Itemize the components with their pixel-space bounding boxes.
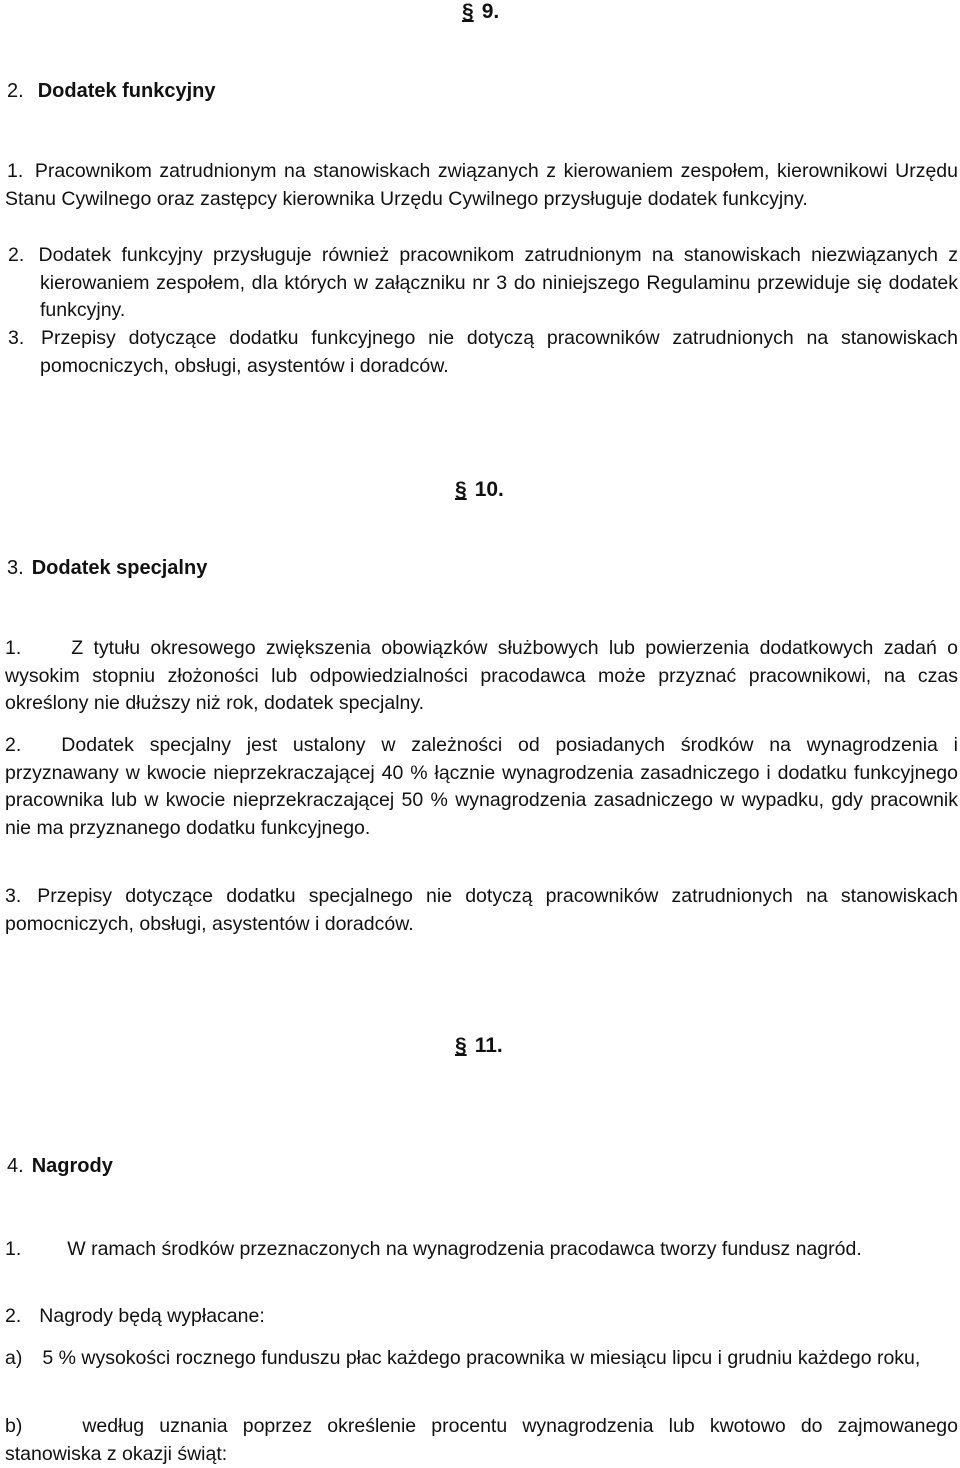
- section-symbol: §: [462, 0, 474, 23]
- paragraph-11-2: [5, 1303, 958, 1331]
- chapter-number: 4.: [7, 1155, 24, 1177]
- paragraph-text: Dodatek funkcyjny przysługuje również pracownikom zatrudnionym na stanowiskach niezwiązanych z kierowaniem zespołem, dla których w załączniku nr 3 do niniejszego Regulaminu przewiduje się dodatek funkcyjny.: [38, 244, 959, 321]
- paragraph-9-1: [5, 158, 958, 213]
- paragraph-number: 1.: [5, 1238, 22, 1260]
- paragraph-number: 3.: [5, 885, 22, 907]
- list-item-marker: b): [5, 1415, 23, 1437]
- paragraph-number: 2.: [5, 734, 22, 756]
- chapter-title: Nagrody: [31, 1155, 113, 1177]
- paragraph-text: Nagrody będą wypłacane:: [39, 1305, 265, 1327]
- list-item-text: 5 % wysokości rocznego funduszu płac każdego pracownika w miesiącu lipcu i grudniu każdego roku,: [42, 1347, 921, 1369]
- chapter-heading-2: [7, 80, 216, 103]
- paragraph-text: W ramach środków przeznaczonych na wynagrodzenia pracodawca tworzy fundusz nagród.: [67, 1238, 862, 1260]
- paragraph-text: Przepisy dotyczące dodatku funkcyjnego nie dotyczą pracowników zatrudnionych na stanowiskach pomocniczych, obsługi, asystentów i doradców.: [40, 327, 958, 377]
- section-heading-11: [455, 1034, 503, 1058]
- paragraph-number: 2.: [5, 1305, 22, 1327]
- list-item-text: według uznania poprzez określenie procentu wynagrodzenia lub kwotowo do zajmowanego stanowiska z okazji świąt:: [5, 1415, 958, 1465]
- paragraph-9-2: [8, 242, 959, 325]
- section-symbol: §: [455, 478, 467, 501]
- chapter-heading-3: [7, 557, 207, 580]
- section-number: 11.: [474, 1034, 503, 1057]
- paragraph-text: Dodatek specjalny jest ustalony w zależności od posiadanych środków na wynagrodzenia i przyznawany w kwocie nieprzekraczającej 40 % łącznie wynagrodzenia zasadniczego i dodatku funkcyjnego pracownika lub w kwocie nieprzekraczającej 50 % wynagrodzenia zasadniczego w wypadku, gdy pracownik nie ma przyznanego dodatku funkcyjnego.: [5, 734, 958, 839]
- chapter-number: 2.: [7, 80, 24, 102]
- chapter-title: Dodatek funkcyjny: [37, 80, 216, 102]
- section-number: 9.: [481, 0, 500, 23]
- paragraph-text: Z tytułu okresowego zwiększenia obowiązków służbowych lub powierzenia dodatkowych zadań o wysokim stopniu złożoności lub odpowiedzialności pracodawca może przyznać pracownikowi, na czas określony nie dłuższy niż rok, dodatek specjalny.: [5, 637, 958, 714]
- paragraph-10-3: [5, 883, 958, 938]
- paragraph-number: 1.: [7, 160, 24, 182]
- paragraph-number: 1.: [5, 637, 22, 659]
- chapter-title: Dodatek specjalny: [31, 557, 208, 579]
- section-symbol: §: [455, 1034, 467, 1057]
- paragraph-number: 3.: [8, 327, 25, 349]
- list-item-b: [5, 1413, 958, 1468]
- paragraph-10-2: [5, 732, 958, 842]
- paragraph-text: Przepisy dotyczące dodatku specjalnego nie dotyczą pracowników zatrudnionych na stanowiskach pomocniczych, obsługi, asystentów i doradców.: [5, 885, 958, 935]
- section-heading-10: [455, 478, 504, 502]
- paragraph-11-1: [5, 1236, 958, 1264]
- chapter-heading-4: [7, 1155, 113, 1178]
- paragraph-text: Pracownikom zatrudnionym na stanowiskach związanych z kierowaniem zespołem, kierownikowi Urzędu Stanu Cywilnego oraz zastępcy kierownika Urzędu Cywilnego przysługuje dodatek funkcyjny.: [5, 160, 958, 210]
- paragraph-10-1: [5, 635, 958, 718]
- section-heading-9: [462, 0, 499, 24]
- section-number: 10.: [474, 478, 504, 501]
- chapter-number: 3.: [7, 557, 24, 579]
- paragraph-9-3: [8, 325, 958, 380]
- paragraph-number: 2.: [8, 244, 25, 266]
- list-item-marker: a): [5, 1347, 23, 1369]
- list-item-a: [5, 1345, 958, 1373]
